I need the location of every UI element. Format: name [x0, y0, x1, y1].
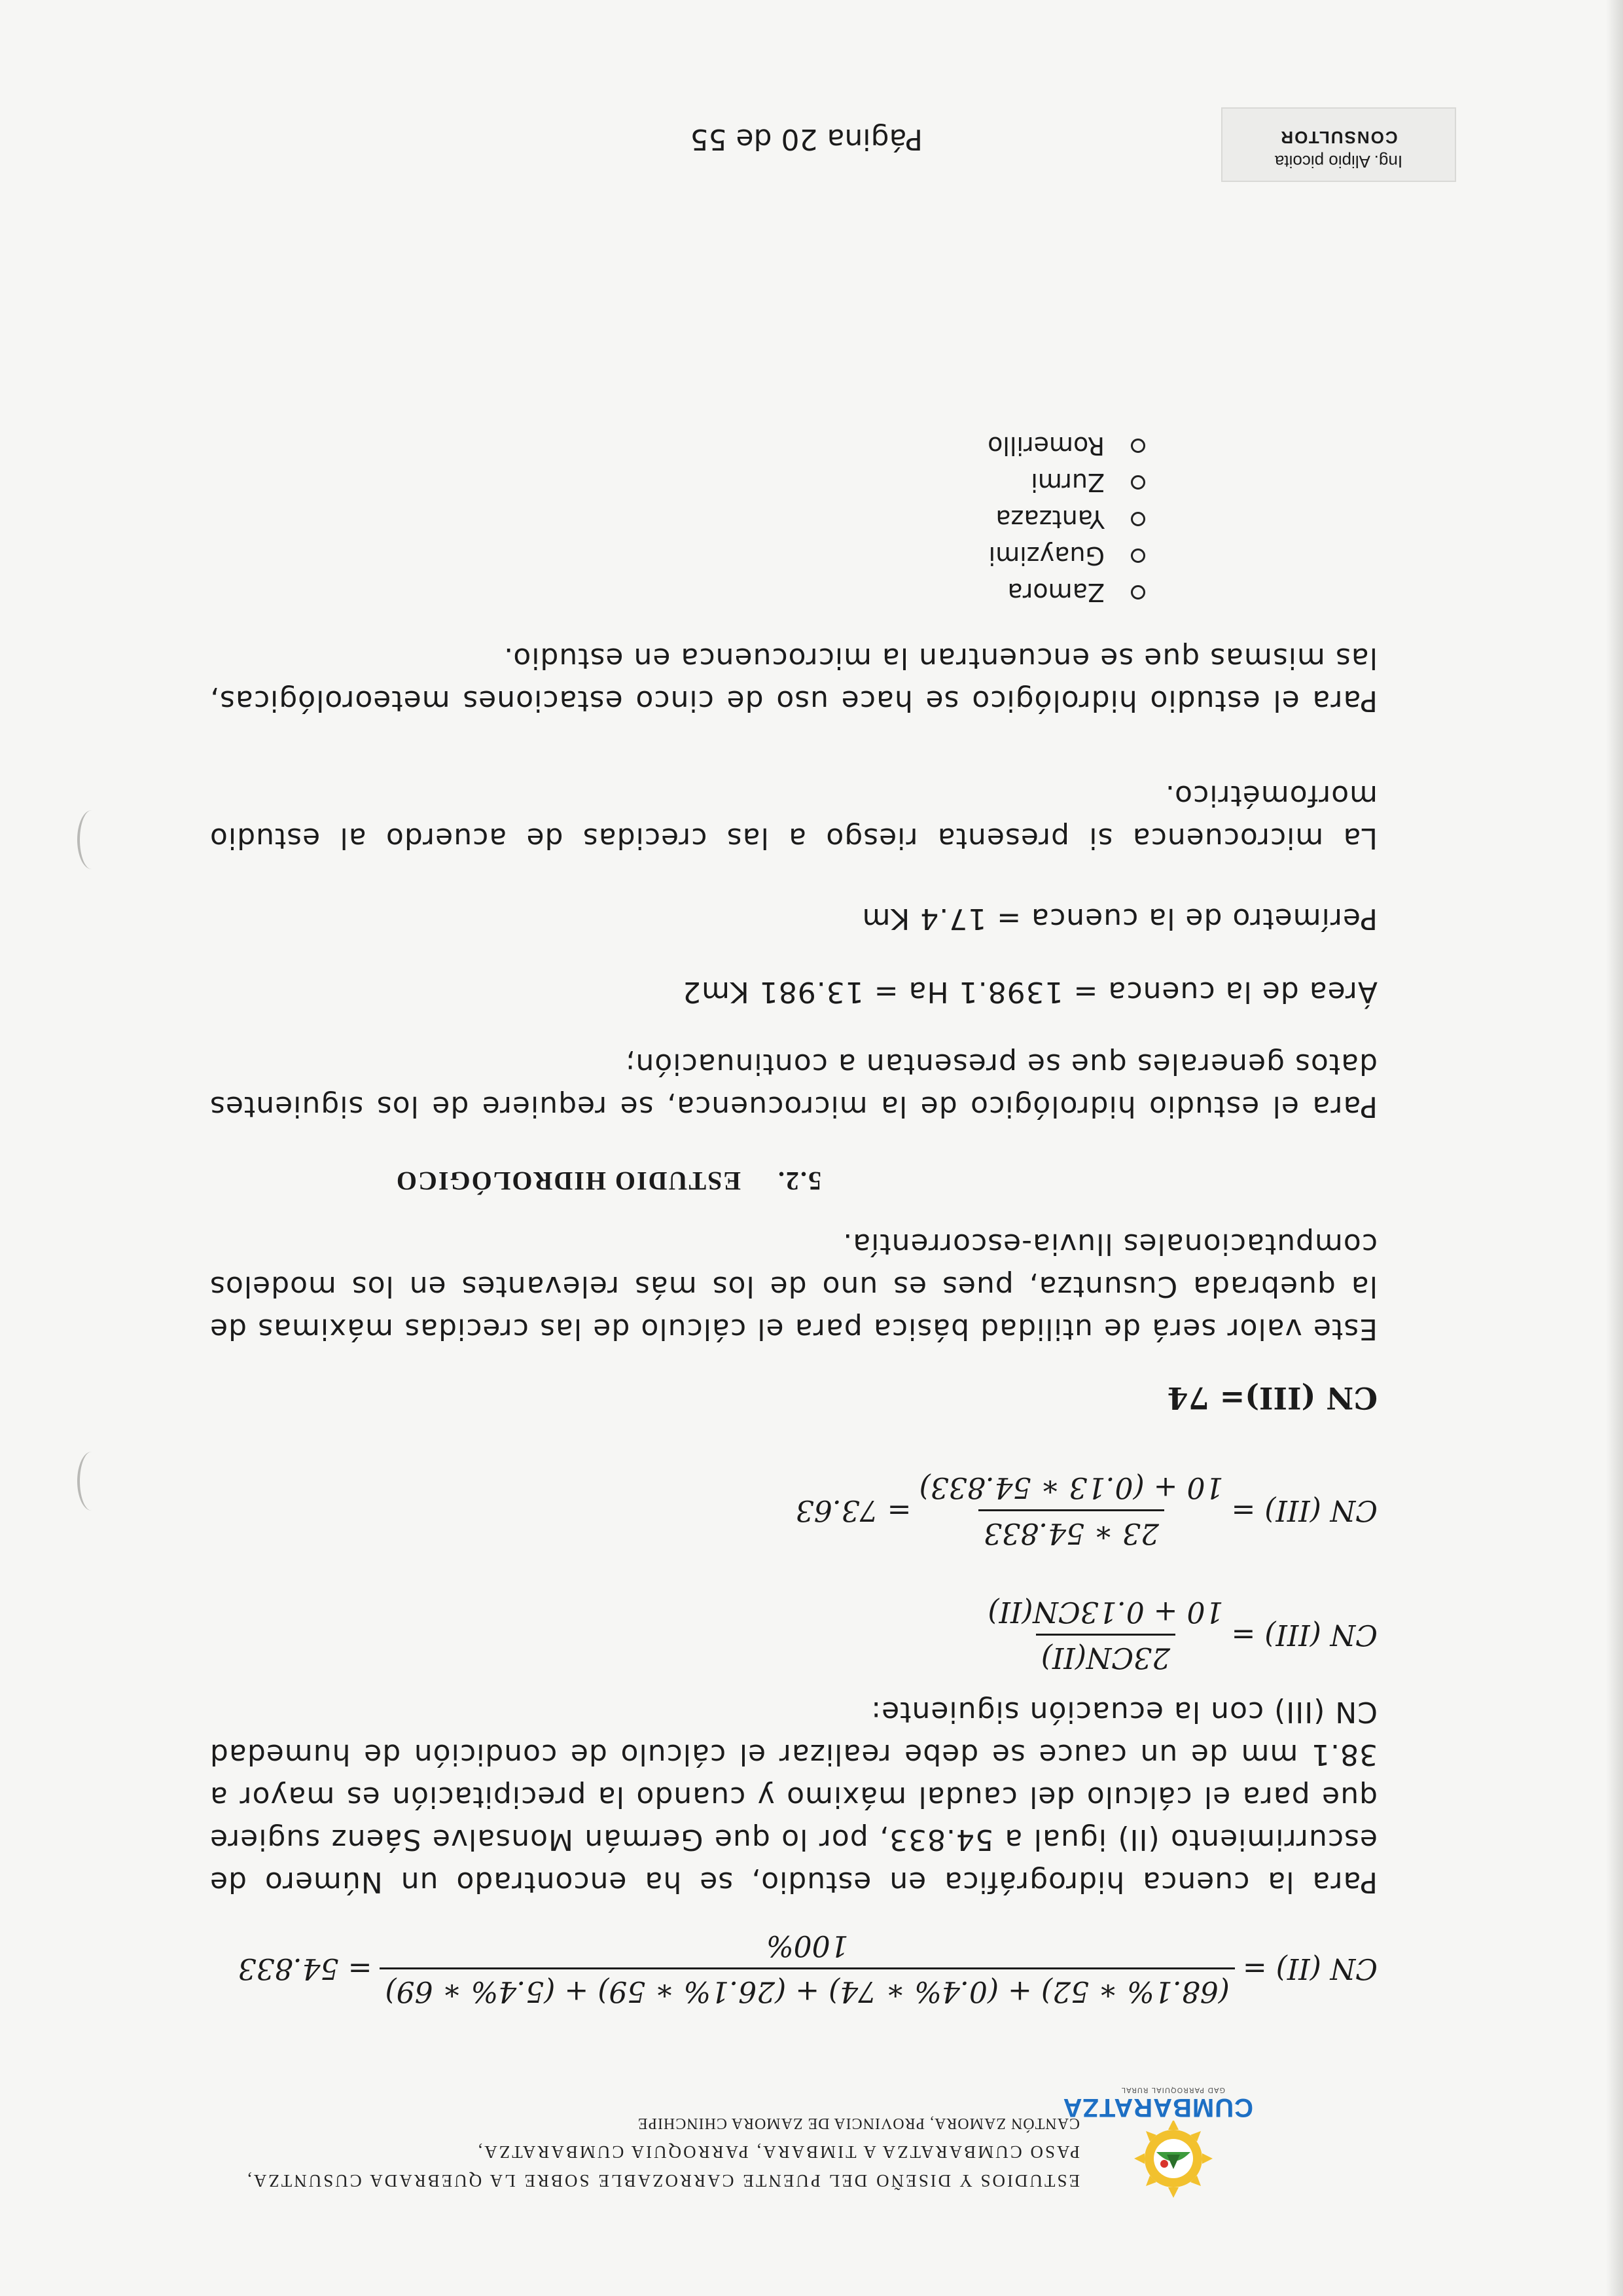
bullet-icon: [1131, 512, 1145, 526]
consultant-stamp: [1221, 107, 1456, 182]
station-name: Romerillo: [988, 431, 1105, 460]
sun-emblem-icon: [1093, 2121, 1253, 2199]
logo-tagline: GAD PARROQUIAL RURAL: [1120, 2086, 1226, 2094]
bullet-icon: [1131, 585, 1145, 600]
eq3-numerator: 23 ∗ 54.833: [978, 1509, 1164, 1550]
list-item: [988, 501, 1145, 537]
header-line-3: CANTÓN ZAMORA, PROVINCIA DE ZAMORA CHINCHIPE: [637, 2115, 1080, 2132]
area-cuenca: Área de la cuenca = 1398.1 Ha = 13.981 Km2: [682, 975, 1378, 1009]
paragraph-crecidas: Este valor será de utilidad básica para el cálculo de las crecidas máximas de la quebrada Cusuntza, pues es uno de los más relevantes en los modelos computacionales lluvia-escorrentía.: [209, 1227, 1378, 1346]
eq3-lhs: CN (III) =: [1231, 1494, 1378, 1527]
header-line-1: ESTUDIOS Y DISEÑO DEL PUENTE CARROZABLE SOBRE LA QUEBRADA: [368, 2171, 1080, 2191]
section-title: ESTUDIO HIDROLÓGICO: [395, 1166, 741, 1196]
punch-hole-mark: [77, 1452, 106, 1511]
bullet-icon: [1131, 439, 1145, 453]
equation-cn-ii: [238, 1929, 1378, 2008]
eq1-fraction: [380, 1929, 1234, 2008]
perimetro-cuenca: Perímetro de la cuenca = 17.4 Km: [861, 902, 1378, 935]
section-heading: [395, 1166, 821, 1196]
section-number: 5.2.: [777, 1166, 821, 1196]
eq3-result: = 73.63: [795, 1494, 912, 1527]
station-name: Zamora: [1007, 578, 1105, 607]
equation-cn-iii-formula: [980, 1595, 1378, 1674]
station-name: Yantzaza: [995, 505, 1105, 533]
eq1-lhs: CN (II) =: [1242, 1952, 1378, 1985]
cumbaratza-logo: [1062, 2085, 1253, 2199]
logo-brand-text: CUMBARATZA: [1062, 2093, 1253, 2122]
station-name: Zurmi: [1031, 468, 1105, 497]
stamp-name: Ing. Alipio picoita: [1274, 152, 1403, 171]
eq1-denominator: 100%: [766, 1929, 849, 1962]
document-header: [245, 2078, 1253, 2199]
paragraph-escurrimiento: Para la cuenca hidrográfica en estudio, se ha encontrado un Número de escurrimiento (II) igual a 54.833, por lo que Germán Monsalve Sáenz sugiere que para el cálculo del caudal máximo y cuando la precipitación es mayor a 38.1 mm de un cauce se debe realizar el cálculo de condición de humedad CN (III) con la ecuación siguiente:: [209, 1695, 1378, 1899]
paragraph-datos-generales: Para el estudio hidrológico de la microcuenca, se requiere de los siguientes datos generales que se presentan a continuación;: [209, 1047, 1378, 1123]
scan-edge-shadow: [1606, 0, 1623, 2296]
bullet-icon: [1131, 548, 1145, 563]
eq1-numerator: (68.1% ∗ 52) + (0.4% ∗ 74) + (26.1% ∗ 59) + (5.4% ∗ 69): [380, 1967, 1234, 2008]
eq2-fraction: [988, 1595, 1223, 1674]
eq2-denominator: 10 + 0.13CN(II): [988, 1595, 1224, 1628]
cn-iii-result: CN (III)= 74: [1167, 1380, 1378, 1416]
list-item: [988, 537, 1145, 574]
station-name: Guayzimi: [988, 541, 1105, 570]
list-item: [988, 427, 1145, 464]
eq2-numerator: 23CN(II): [1036, 1634, 1175, 1674]
list-item: [988, 464, 1145, 501]
eq1-result: = 54.833: [238, 1952, 372, 1985]
list-item: [988, 574, 1145, 611]
paragraph-estaciones: Para el estudio hidrológico se hace uso de cinco estaciones meteorológicas, las mismas que se encuentran la microcuenca en estudio.: [209, 641, 1378, 717]
equation-cn-iii-value: [796, 1471, 1378, 1550]
stamp-role: CONSULTOR: [1279, 128, 1398, 147]
page-number: Página 20 de 55: [690, 122, 923, 156]
eq3-denominator: 10 + (0.13 ∗ 54.833): [919, 1471, 1224, 1504]
stations-list: [988, 427, 1145, 611]
eq3-fraction: [919, 1471, 1224, 1550]
paragraph-riesgo: La microcuenca si presenta riesgo a las crecidas de acuerdo al estudio morfométrico.: [209, 779, 1378, 855]
punch-hole-mark: [77, 810, 106, 869]
header-line-2: CUSUNTZA, PASO CUMBARATZA A TIMBARA, PARROQUIA CUMBARATZA,: [245, 2142, 1080, 2191]
eq2-lhs: CN (III) =: [1231, 1618, 1378, 1651]
bullet-icon: [1131, 475, 1145, 490]
header-title: [245, 2109, 1080, 2195]
